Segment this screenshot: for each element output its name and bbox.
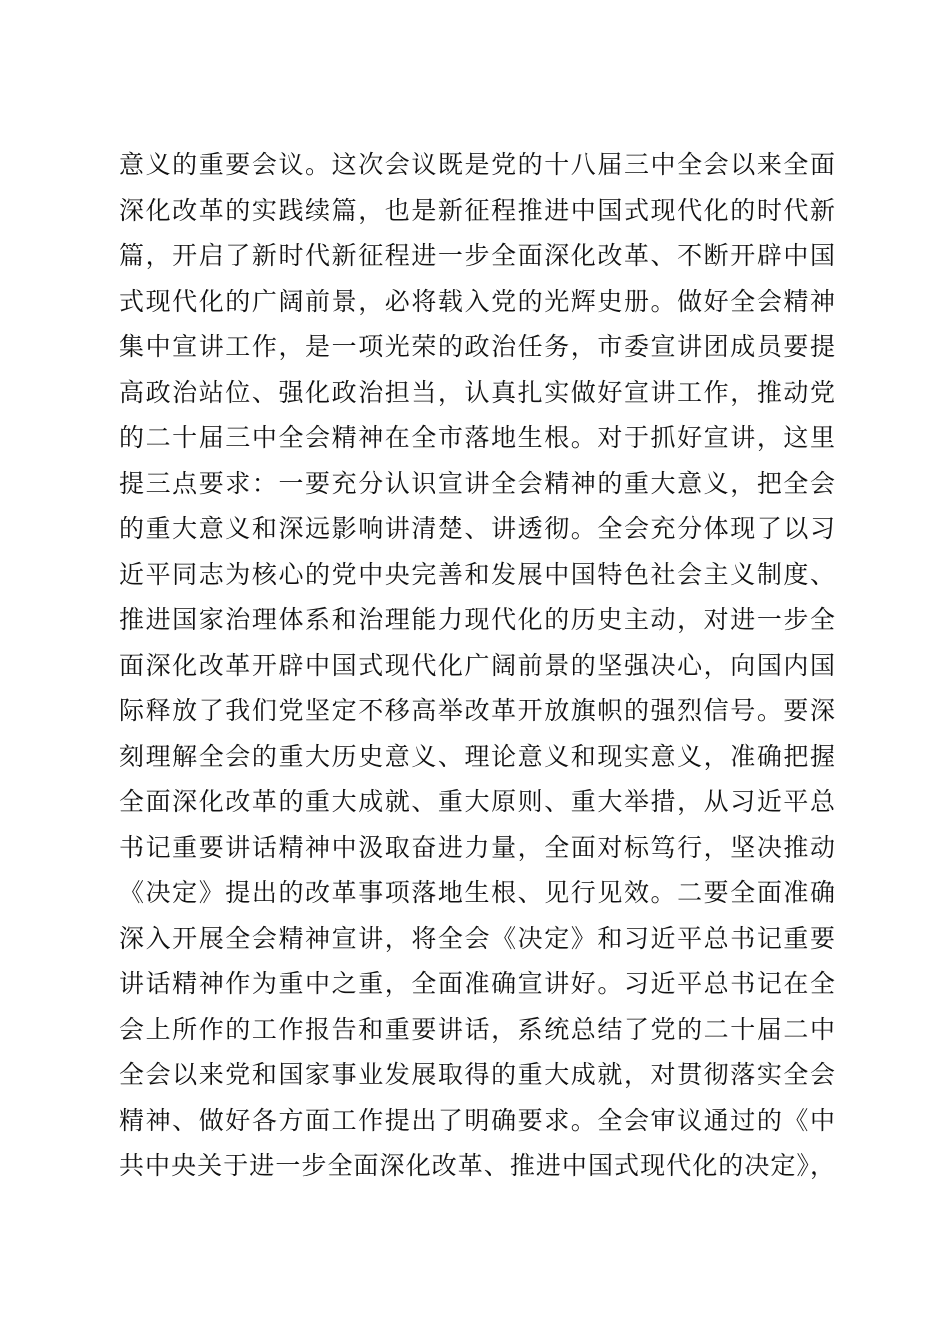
text-line: 近平同志为核心的党中央完善和发展中国特色社会主义制度、	[119, 559, 835, 589]
text-line: 会上所作的工作报告和重要讲话，系统总结了党的二十届二中	[119, 1014, 835, 1044]
text-line: 《决定》提出的改革事项落地生根、见行见效。二要全面准确	[119, 878, 835, 907]
text-line: 式现代化的广阔前景，必将载入党的光辉史册。做好全会精神	[119, 286, 835, 316]
text-line: 推进国家治理体系和治理能力现代化的历史主动，对进一步全	[119, 605, 835, 634]
text-line: 际释放了我们党坚定不移高举改革开放旗帜的强烈信号。要深	[119, 696, 835, 725]
text-line: 精神、做好各方面工作提出了明确要求。全会审议通过的《中	[119, 1105, 835, 1135]
text-line: 深入开展全会精神宣讲，将全会《决定》和习近平总书记重要	[119, 923, 835, 953]
text-line: 面深化改革开辟中国式现代化广阔前景的坚强决心，向国内国	[119, 650, 835, 680]
text-line: 刻理解全会的重大历史意义、理论意义和现实意义，准确把握	[119, 741, 835, 771]
text-line: 意义的重要会议。这次会议既是党的十八届三中全会以来全面	[119, 150, 835, 179]
text-line: 深化改革的实践续篇，也是新征程推进中国式现代化的时代新	[119, 195, 835, 225]
text-line: 的二十届三中全会精神在全市落地生根。对于抓好宣讲，这里	[119, 423, 835, 452]
text-line: 篇，开启了新时代新征程进一步全面深化改革、不断开辟中国	[119, 241, 835, 270]
text-line: 讲话精神作为重中之重，全面准确宣讲好。习近平总书记在全	[119, 969, 835, 998]
text-line: 高政治站位、强化政治担当，认真扎实做好宣讲工作，推动党	[119, 377, 835, 407]
text-line: 集中宣讲工作，是一项光荣的政治任务，市委宣讲团成员要提	[119, 332, 835, 361]
text-line: 共中央关于进一步全面深化改革、推进中国式现代化的决定》，	[119, 1151, 835, 1180]
text-line: 书记重要讲话精神中汲取奋进力量，全面对标笃行，坚决推动	[119, 832, 835, 862]
body-text	[119, 142, 835, 1189]
text-line: 全面深化改革的重大成就、重大原则、重大举措，从习近平总	[119, 787, 835, 816]
text-line: 提三点要求：一要充分认识宣讲全会精神的重大意义，把全会	[119, 468, 835, 498]
text-line: 全会以来党和国家事业发展取得的重大成就，对贯彻落实全会	[119, 1060, 835, 1089]
text-line: 的重大意义和深远影响讲清楚、讲透彻。全会充分体现了以习	[119, 514, 835, 543]
